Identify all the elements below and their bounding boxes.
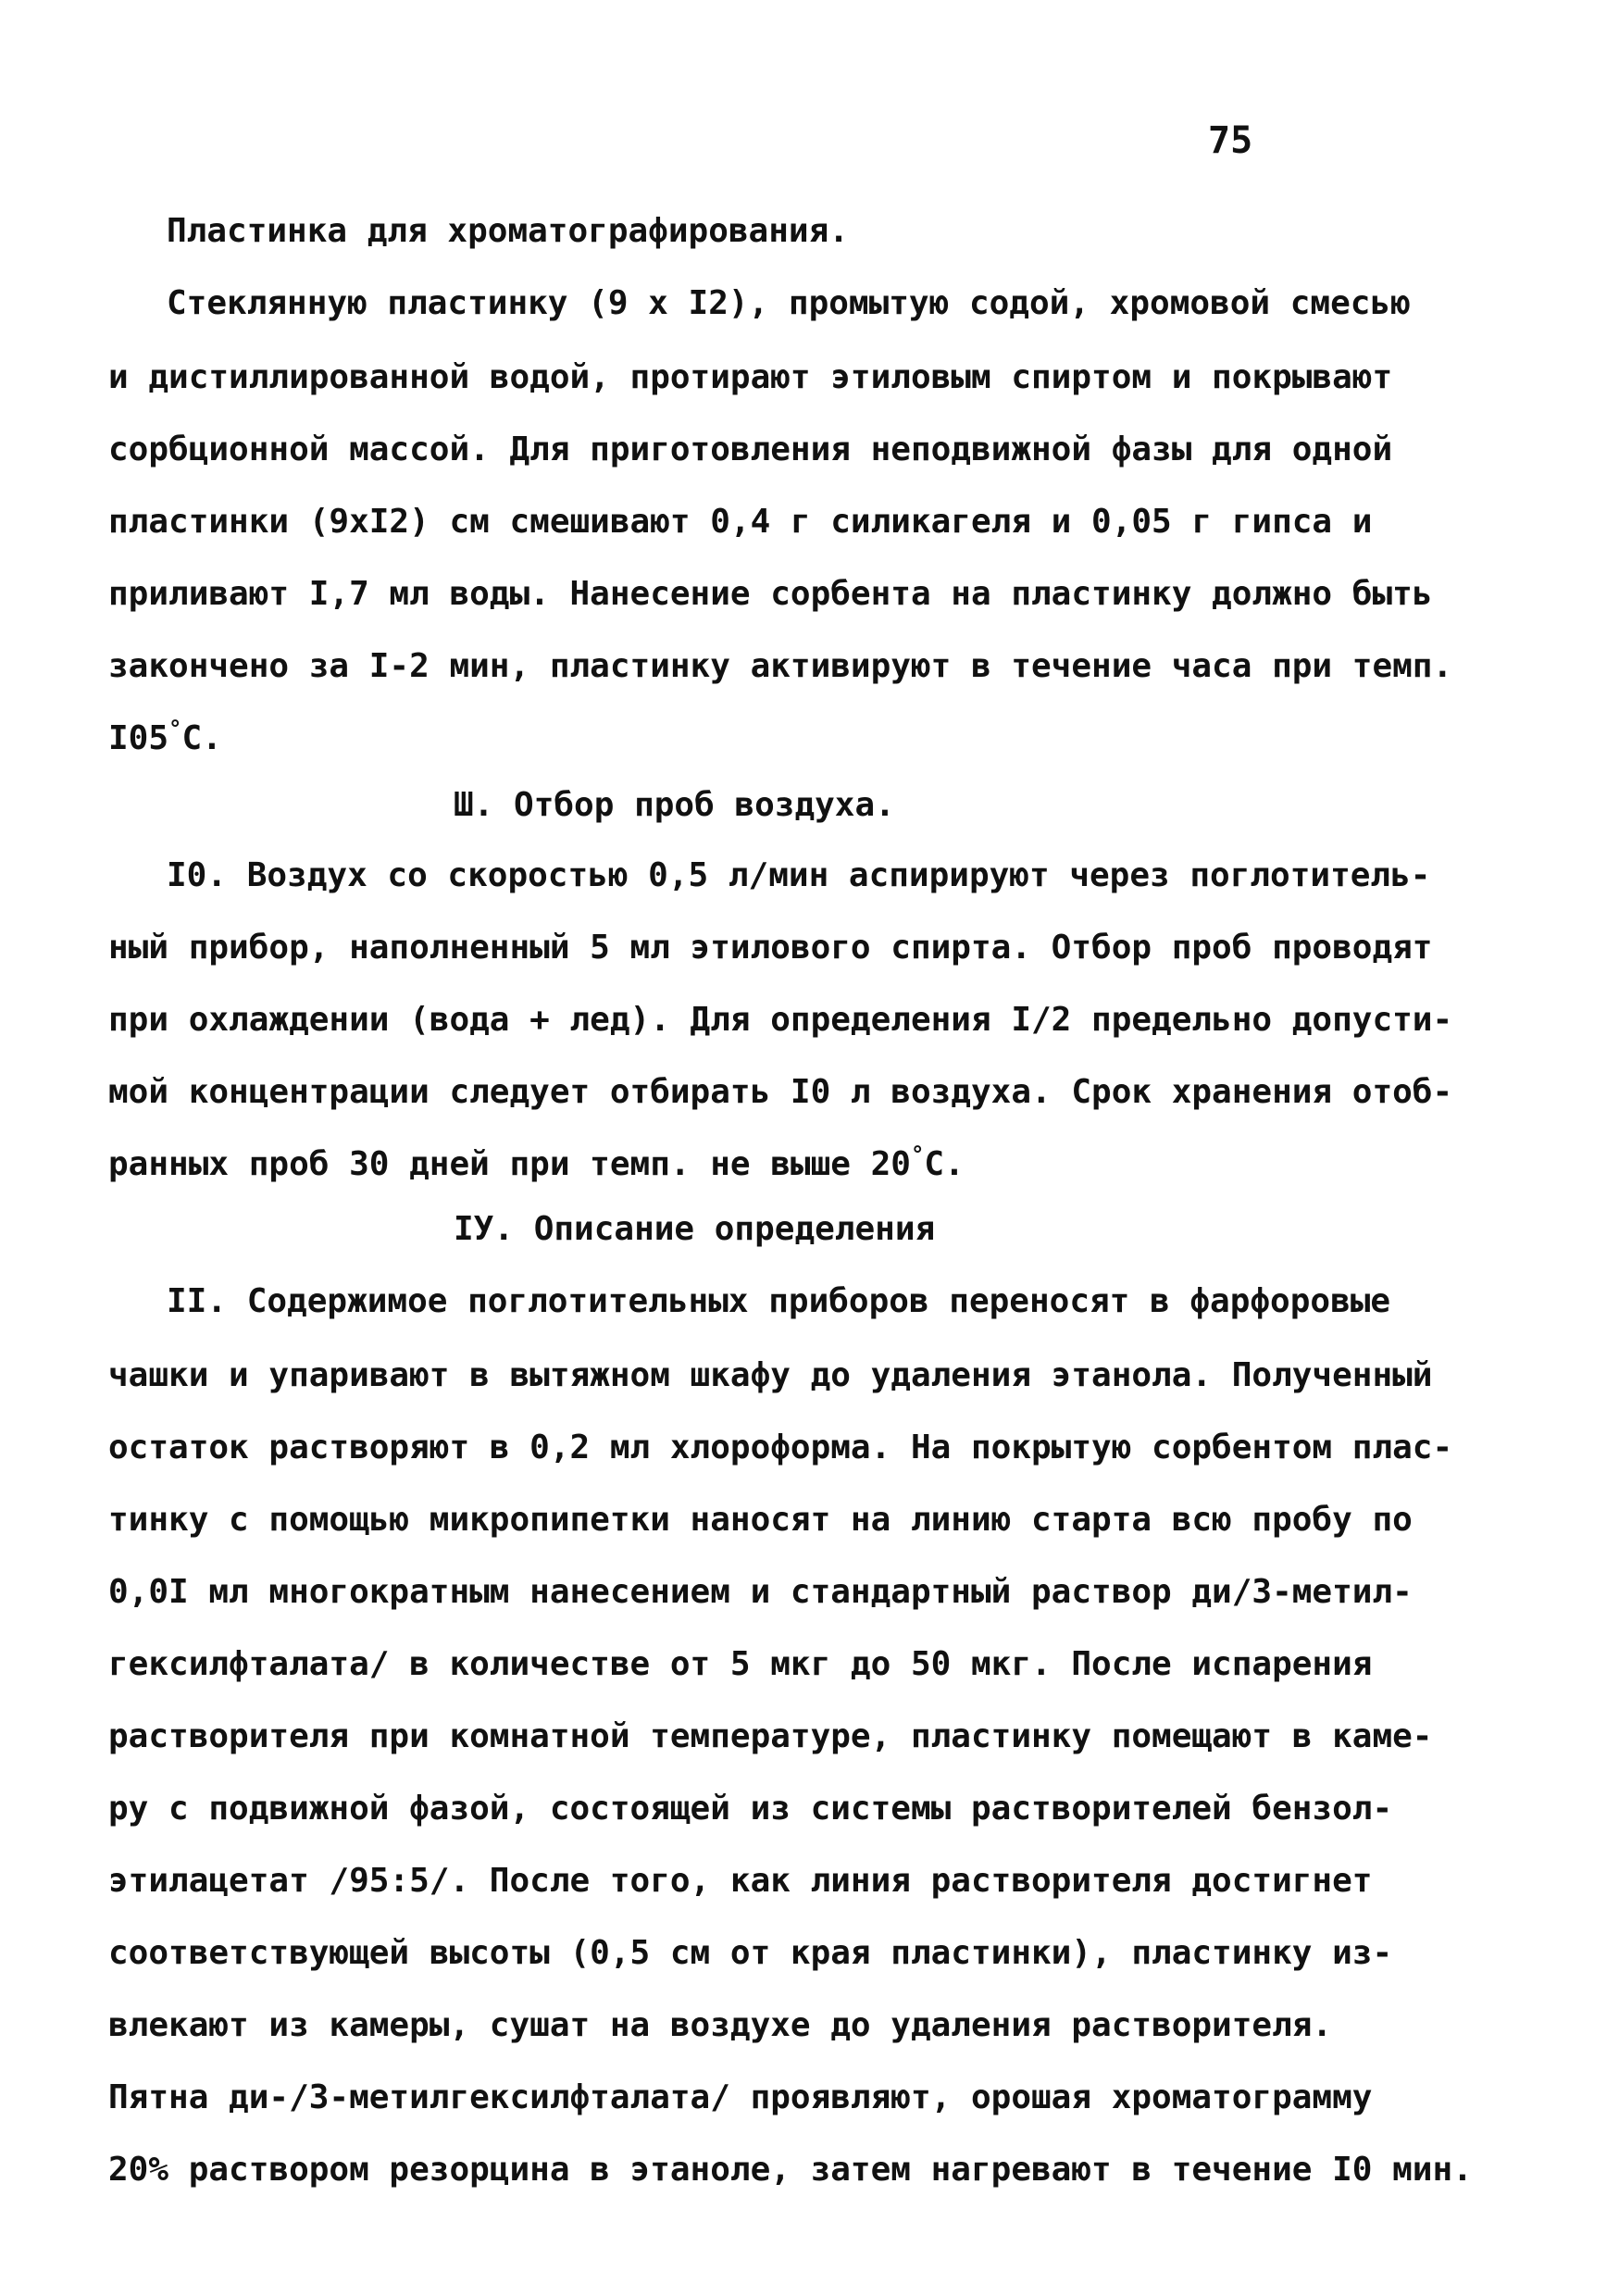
section-heading-determination: IУ. Описание определения — [454, 1210, 936, 1248]
paragraph-line: Пятна ди-/3-метилгексилфталата/ проявляют, орошая хроматограмму — [108, 2078, 1373, 2116]
paragraph-line: этилацетат /95:5/. После того, как линия растворителя достигнет — [108, 1862, 1373, 1900]
degree-symbol: ° — [168, 716, 182, 742]
paragraph-line: ный прибор, наполненный 5 мл этилового спирта. Отбор проб проводят — [108, 929, 1433, 967]
storage-text: ранных проб 30 дней при темп. не выше 20 — [108, 1145, 911, 1183]
temperature-value: I05 — [108, 719, 169, 757]
paragraph-line: чашки и упаривают в вытяжном шкафу до удаления этанола. Полученный — [108, 1356, 1433, 1394]
paragraph-line: растворителя при комнатной температуре, пластинку помещают в каме- — [108, 1717, 1433, 1755]
paragraph-line: II. Содержимое поглотительных приборов переносят в фарфоровые — [167, 1282, 1391, 1320]
paragraph-line: закончено за I-2 мин, пластинку активируют в течение часа при темп. — [108, 647, 1453, 685]
paragraph-line: соответствующей высоты (0,5 см от края пластинки), пластинку из- — [108, 1934, 1393, 1972]
section-heading-plate: Пластинка для хроматографирования. — [167, 212, 849, 250]
paragraph-line: ру с подвижной фазой, состоящей из системы растворителей бензол- — [108, 1790, 1393, 1828]
paragraph-line: I0. Воздух со скоростью 0,5 л/мин аспирируют через поглотитель- — [167, 856, 1431, 894]
paragraph-line: 0,0I мл многократным нанесением и стандартный раствор ди/3-метил- — [108, 1573, 1413, 1611]
paragraph-line: сорбционной массой. Для приготовления неподвижной фазы для одной — [108, 430, 1393, 468]
degree-symbol: ° — [910, 1142, 925, 1167]
temperature-unit: С. — [181, 719, 222, 757]
paragraph-line: тинку с помощью микропипетки наносят на линию старта всю пробу по — [108, 1501, 1413, 1539]
section-heading-air-sampling: Ш. Отбор проб воздуха. — [454, 786, 895, 824]
paragraph-line: остаток растворяют в 0,2 мл хлороформа. На покрытую сорбентом плас- — [108, 1429, 1453, 1466]
paragraph-line: мой концентрации следует отбирать I0 л воздуха. Срок хранения отоб- — [108, 1073, 1453, 1111]
paragraph-line: и дистиллированной водой, протирают этиловым спиртом и покрывают — [108, 358, 1393, 396]
paragraph-line: приливают I,7 мл воды. Нанесение сорбента на пластинку должно быть — [108, 575, 1433, 613]
paragraph-line: 20% раствором резорцина в этаноле, затем нагревают в течение I0 мин. — [108, 2151, 1473, 2189]
temperature-line — [108, 716, 222, 757]
paragraph-line: при охлаждении (вода + лед). Для определения I/2 предельно допусти- — [108, 1001, 1453, 1039]
paragraph-line: гексилфталата/ в количестве от 5 мкг до 50 мкг. После испарения — [108, 1645, 1373, 1683]
paragraph-line: пластинки (9хI2) см смешивают 0,4 г силикагеля и 0,05 г гипса и — [108, 503, 1373, 541]
storage-temperature-unit: С. — [924, 1145, 965, 1183]
storage-temperature-line — [108, 1142, 965, 1183]
paragraph-line: влекают из камеры, сушат на воздухе до удаления растворителя. — [108, 2006, 1333, 2044]
page-number: 75 — [1208, 119, 1253, 162]
paragraph-line: Стеклянную пластинку (9 х I2), промытую содой, хромовой смесью — [167, 284, 1411, 322]
